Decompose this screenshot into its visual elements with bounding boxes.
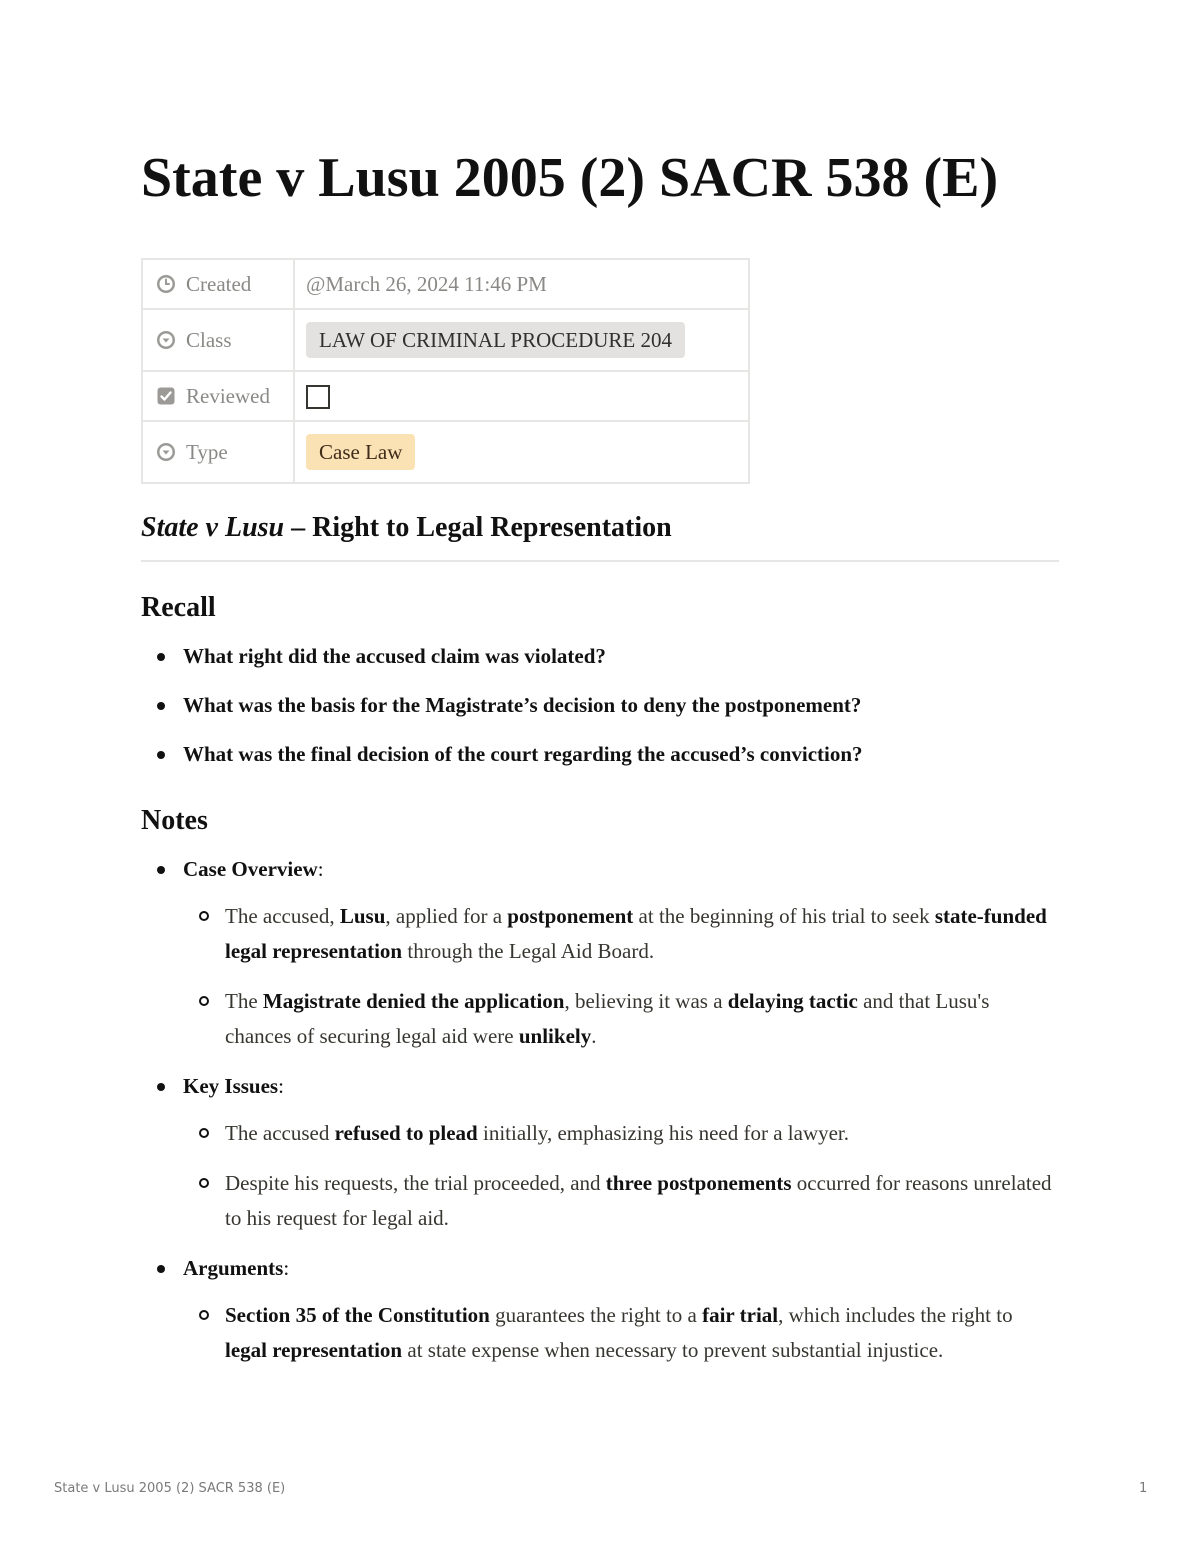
heading-subtitle: – Right to Legal Representation [284,512,672,543]
recall-heading: Recall [141,592,216,623]
property-label-reviewed: Reviewed [186,383,270,408]
bold-run: fair trial [702,1303,779,1327]
class-tag[interactable]: LAW OF CRIMINAL PROCEDURE 204 [306,322,685,358]
text-run: , which includes the right to [778,1303,1013,1327]
text-run: occurred for reasons unrelated to his request for legal aid. [225,1171,1052,1230]
clock-icon [156,274,176,294]
bold-run: state-funded legal representation [225,904,1047,963]
heading-case-name: State v Lusu [141,512,285,543]
property-key-type [142,421,294,483]
text-run: and that Lusu's chances of securing legal aid were [225,989,990,1048]
overview-point [183,984,1059,1054]
recall-question: What right did the accused claim was violated? [141,639,1059,674]
property-row-created [142,259,749,309]
issues-colon: : [278,1074,284,1098]
bold-run: unlikely [518,1024,592,1048]
text-run: , believing it was a [564,989,728,1013]
text-run: at the beginning of his trial to seek [633,904,935,928]
bold-run: postponement [507,904,634,928]
properties-table [141,258,750,484]
reviewed-checkbox[interactable] [306,385,330,409]
bold-run: refused to plead [334,1121,478,1145]
arguments-point [183,1298,1059,1368]
property-label-class: Class [186,327,232,352]
text-run: . [591,1024,597,1048]
text-run: through the Legal Aid Board. [402,939,655,963]
text-run: The [225,989,263,1013]
checkbox-icon [156,386,176,406]
overview-label: Case Overview [183,857,318,881]
bold-run: Magistrate denied the application [262,989,565,1013]
recall-list [141,639,1059,786]
page-number: 1 [1139,1481,1148,1496]
notes-heading: Notes [141,805,208,836]
page-title: State v Lusu 2005 (2) SACR 538 (E) [141,147,999,209]
property-value-class[interactable] [294,309,749,371]
property-key-created [142,259,294,309]
property-label-type: Type [186,439,228,464]
text-run: guarantees the right to a [489,1303,703,1327]
overview-colon: : [317,857,324,881]
notes-item-issues [141,1069,1059,1236]
issues-point [183,1166,1059,1236]
type-tag[interactable]: Case Law [306,434,415,470]
property-key-class [142,309,294,371]
text-run: initially, emphasizing his need for a lawyer. [477,1121,850,1145]
issues-label: Key Issues [183,1074,279,1098]
bold-run: Section 35 of the Constitution [225,1303,490,1327]
notes-item-overview [141,852,1059,1054]
bold-run: delaying tactic [727,989,858,1013]
select-icon [156,330,176,350]
text-run: The accused, [225,904,340,928]
property-row-class [142,309,749,371]
created-date: @March 26, 2024 11:46 PM [306,271,547,296]
arguments-label: Arguments [183,1256,284,1280]
notes-item-arguments [141,1251,1059,1368]
footer-title: State v Lusu 2005 (2) SACR 538 (E) [54,1481,286,1496]
property-key-reviewed [142,371,294,421]
property-value-reviewed [294,371,749,421]
text-run: The accused [225,1121,335,1145]
recall-question: What was the final decision of the court regarding the accused’s conviction? [141,737,1059,772]
property-value-created[interactable] [294,259,749,309]
overview-point [183,899,1059,969]
property-value-type[interactable] [294,421,749,483]
arguments-colon: : [283,1256,290,1280]
bold-run: Lusu [339,904,386,928]
section-heading [141,508,1059,562]
bold-run: three postponements [605,1171,792,1195]
recall-question: What was the basis for the Magistrate’s decision to deny the postponement? [141,688,1059,723]
notes-list [141,852,1059,1383]
text-run: , applied for a [385,904,508,928]
select-icon [156,442,176,462]
issues-point [183,1116,1059,1151]
property-label-created: Created [186,271,252,296]
property-row-reviewed [142,371,749,421]
bold-run: legal representation [225,1338,403,1362]
text-run: Despite his requests, the trial proceeded, and [225,1171,606,1195]
property-row-type [142,421,749,483]
text-run: at state expense when necessary to prevent substantial injustice. [402,1338,944,1362]
